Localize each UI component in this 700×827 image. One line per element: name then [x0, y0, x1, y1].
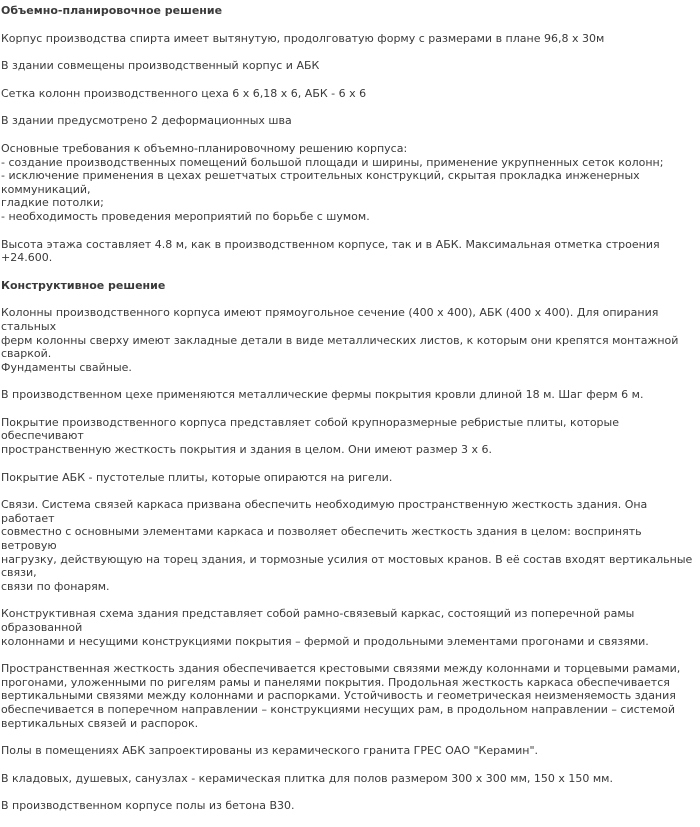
paragraph-combined-building: В здании совмещены производственный корпус и АБК [1, 59, 320, 73]
paragraph-tile-floors: В кладовых, душевых, санузлах - керамическая плитка для полов размером 300 х 300 мм, 150 х 150 мм. [1, 771, 613, 785]
paragraph-trusses: В производственном цехе применяются металлические фермы покрытия кровли длиной 18 м. Шаг ферм 6 м. [1, 388, 644, 402]
paragraph-building-shape: Корпус производства спирта имеет вытянутую, продолговатую форму с размерами в плане 96,8 х 30м [1, 31, 605, 45]
paragraph-abk-floors: Полы в помещениях АБК запроектированы из керамического гранита ГРЕС ОАО "Керамин". [1, 744, 539, 758]
paragraph-abk-roof: Покрытие АБК - пустотелые плиты, которые опираются на ригели. [1, 470, 393, 484]
paragraph-floor-height: Высота этажа составляет 4.8 м, как в производственном корпусе, так и в АБК. Максимальная отметка строения +24.600. [1, 237, 660, 265]
paragraph-roof-slabs: Покрытие производственного корпуса представляет собой крупноразмерные ребристые плиты, которые обеспечивают пространственную жесткость покрытия и здания в целом. Они имеют размер 3 х 6. [1, 415, 619, 457]
paragraph-bracing: Связи. Система связей каркаса призвана обеспечить необходимую пространственную жесткость здания. Она работает совместно с основными элементами каркаса и позволяет обеспечить жесткость здания в целом: воспринять ветровую нагрузку, действующую на торец здания, и тормозные усилия от мостовых кранов. В её состав входят вертикальные связи, связи по фонарям. [1, 498, 693, 593]
paragraph-expansion-joints: В здании предусмотрено 2 деформационных шва [1, 114, 292, 128]
paragraph-stiffness: Пространственная жесткость здания обеспечивается крестовыми связями между колоннами и торцевыми рамами, прогонами, уложенными по ригелям рамы и панелями покрытия. Продольная жесткость каркаса обеспечивается вертикальными связями между колоннами и распорками. Устойчивость и геометрическая неизменяемость здания обеспечивается в поперечном направлении – конструкциями несущих рам, в продольном направлении – системой вертикальных связей и распорок. [1, 662, 681, 730]
paragraph-layout-requirements: Основные требования к объемно-планировочному решению корпуса: - создание производственных помещений большой площади и ширины, применение укрупненных сеток колонн; - исключение применения в цехах решетчатых строительных конструкций, скрытая прокладка инженерных коммуникаций, гладкие потолки; - необходимость проведения мероприятий по борьбе с шумом. [1, 141, 664, 223]
paragraph-frame-scheme: Конструктивная схема здания представляет собой рамно-связевый каркас, состоящий из поперечной рамы образованной колоннами и несущими конструкциями покрытия – фермой и продольными элементами прогонами и связями. [1, 607, 649, 648]
section-heading-layout: Объемно-планировочное решение [1, 4, 223, 17]
section-heading-structural: Конструктивное решение [1, 278, 166, 292]
paragraph-column-grid: Сетка колонн производственного цеха 6 х 6,18 х 6, АБК - 6 х 6 [1, 86, 367, 100]
paragraph-concrete-floors: В производственном корпусе полы из бетона В30. [1, 799, 295, 813]
paragraph-columns: Колонны производственного корпуса имеют прямоугольное сечение (400 х 400), АБК (400 х 400). Для опирания стальных ферм колонны сверху имеют закладные детали в виде металлических листов, к которым они крепятся монтажной сваркой. Фундаменты свайные. [1, 306, 679, 374]
